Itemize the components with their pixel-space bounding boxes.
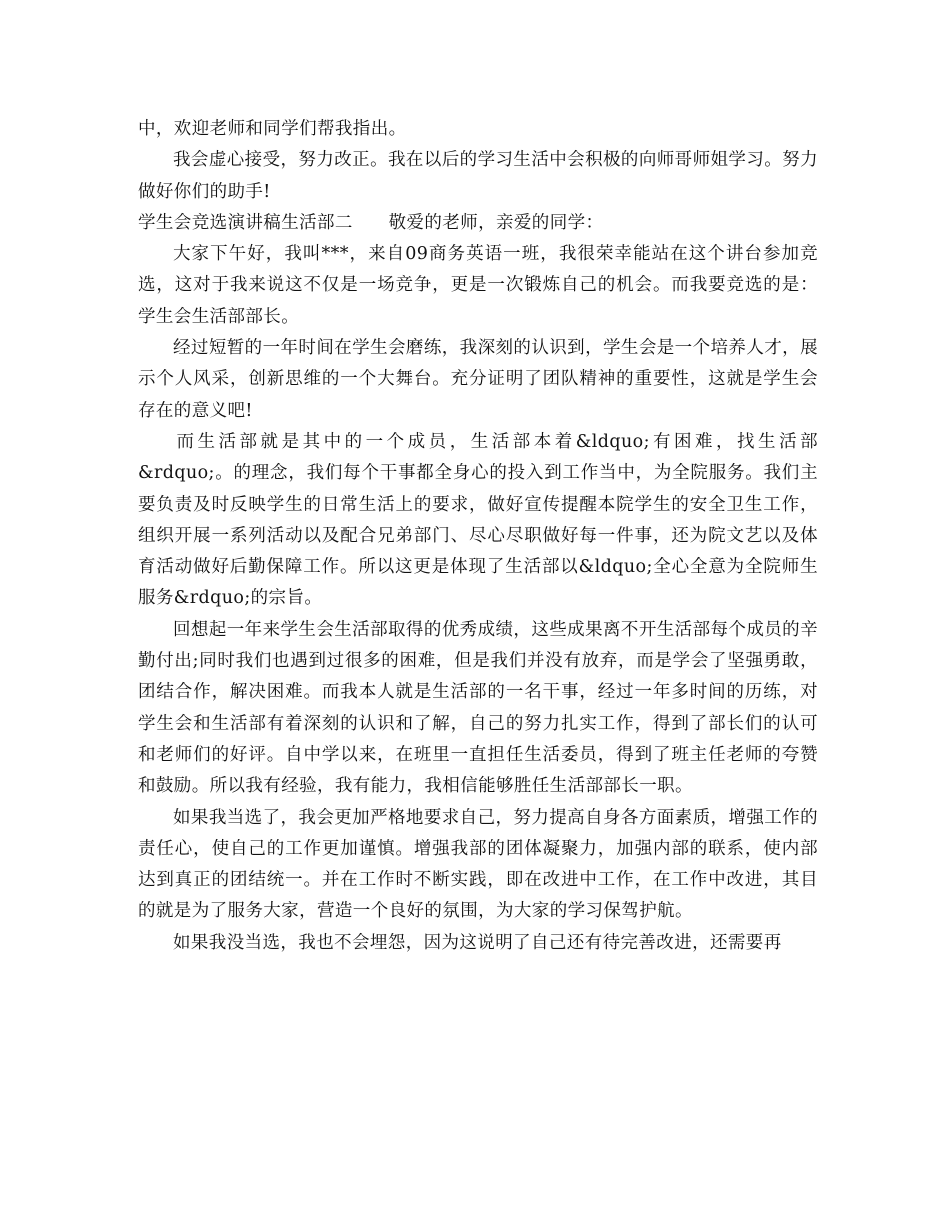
paragraph-continuation: 中，欢迎老师和同学们帮我指出。 — [138, 119, 407, 139]
speech-title-greeting: 学生会竞选演讲稿生活部二 敬爱的老师，亲爱的同学： — [138, 212, 604, 233]
paragraph-life-department: 而生活部就是其中的一个成员，生活部本着&ldquo;有困难，找生活部&rdquo;。的理念，我们每个干事都全身心的投入到工作当中，为全院服务。我们主要负责及时反映学生的日常生活上的要求，做好宣传提醒本院学生的安全卫生工作，组织开展一系列活动以及配合兄弟部门、尽心尽职做好每一件事，还为院文艺以及体育活动做好后勤保障工作。所以这更是体现了生活部以&ldquo;全心全意为全院师生服务&rdquo;的宗旨。 — [138, 431, 818, 609]
paragraph-student-union: 经过短暂的一年时间在学生会磨练，我深刻的认识到，学生会是一个培养人才，展示个人风采，创新思维的一个大舞台。充分证明了团队精神的重要性，这就是学生会存在的意义吧! — [138, 338, 818, 421]
paragraph-if-elected: 如果我当选了，我会更加严格地要求自己，努力提高自身各方面素质，增强工作的责任心，使自己的工作更加谨慎。增强我部的团体凝聚力，加强内部的联系，使内部达到真正的团结统一。并在工作时不断实践，即在改进中工作，在工作中改进，其目的就是为了服务大家，营造一个良好的氛围，为大家的学习保驾护航。 — [138, 807, 818, 922]
paragraph-if-not-elected: 如果我没当选，我也不会埋怨，因为这说明了自己还有待完善改进，还需要再 — [173, 932, 782, 953]
paragraph-introduction: 大家下午好，我叫***，来自09商务英语一班，我很荣幸能站在这个讲台参加竞选，这对于我来说这不仅是一场竞争，更是一次锻炼自己的机会。而我要竞选的是：学生会生活部部长。 — [138, 244, 818, 327]
document-body — [138, 114, 818, 959]
paragraph-accept-criticism: 我会虚心接受，努力改正。我在以后的学习生活中会积极的向师哥师姐学习。努力做好你们的助手! — [138, 150, 818, 202]
paragraph-achievements: 回想起一年来学生会生活部取得的优秀成绩，这些成果离不开生活部每个成员的辛勤付出;同时我们也遇到过很多的困难，但是我们并没有放弃，而是学会了坚强勇敢，团结合作，解决困难。而我本人就是生活部的一名干事，经过一年多时间的历练，对学生会和生活部有着深刻的认识和了解，自己的努力扎实工作，得到了部长们的认可和老师们的好评。自中学以来，在班里一直担任生活委员，得到了班主任老师的夸赞和鼓励。所以我有经验，我有能力，我相信能够胜任生活部部长一职。 — [138, 619, 818, 797]
